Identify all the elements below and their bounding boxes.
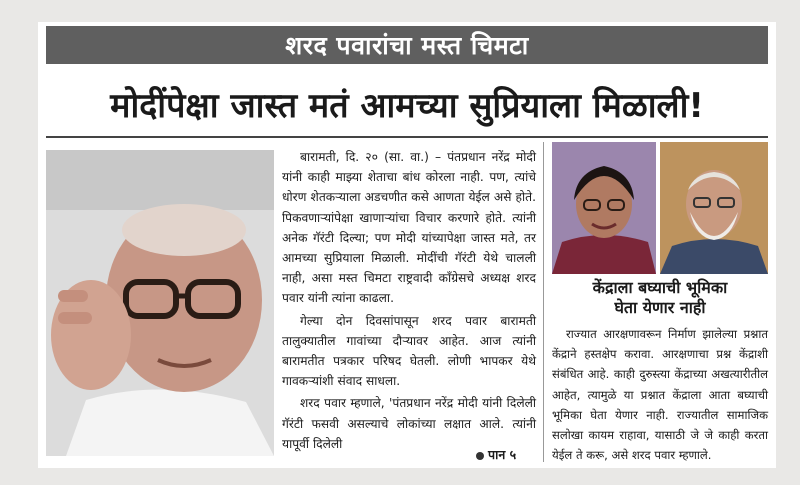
divider	[46, 136, 768, 138]
continued-on-page	[476, 446, 516, 463]
article-body	[282, 147, 536, 459]
photo-narendra-modi	[660, 142, 768, 274]
sidebar-paragraph: राज्यात आरक्षणावरून निर्माण झालेल्या प्रश्नात केंद्राने हस्तक्षेप करावा. आरक्षणाचा प्रश्न केंद्राशी संबंधित आहे. काही दुरुस्त्या केंद्राच्या अखत्यारीतील आहेत, त्यामुळे या प्रश्नात केंद्राला आता बघ्याची भूमिका घेता येणार नाही. राज्यातील सामाजिक सलोखा कायम राहावा, यासाठी जे जे काही करता येईल ते करू, असे शरद पवार म्हणाले.	[552, 327, 768, 463]
continued-label: पान ५	[488, 447, 517, 462]
banner-title: शरद पवारांचा मस्त चिमटा	[46, 26, 768, 64]
sidebar-body	[552, 324, 768, 464]
sidebar-subheading	[550, 278, 770, 318]
newspaper-clipping	[38, 22, 776, 468]
sidebar-subheading-line: केंद्राला बघ्याची भूमिका	[592, 278, 728, 297]
article-paragraph: गेल्या दोन दिवसांपासून शरद पवार बारामती तालुक्यातील गावांच्या दौऱ्यावर आहेत. आज त्यांनी बारामतीत पत्रकार परिषद घेतली. लोणी भापकर येथे गावकऱ्यांशी संवाद साधला.	[282, 313, 536, 389]
bullet-icon	[476, 452, 484, 460]
article-paragraph: बारामती, दि. २० (सा. वा.) – पंतप्रधान नरेंद्र मोदी यांनी काही माझ्या शेताचा बांध कोरला नाही. पण, त्यांचे धोरण शेतकऱ्याला अडचणीत कसे आणता येईल असे होते. पिकवणाऱ्यांपेक्षा खाणाऱ्यांचा विचार करणारे होते. त्यांनी अनेक गॅरंटी दिल्या; पण मोदी यांच्यापेक्षा जास्त मते, तर आमच्या सुप्रियाला मिळाली. मोदींची गॅरंटी येथे चालली नाही, असा मस्त चिमटा राष्ट्रवादी काँग्रेसचे अध्यक्ष शरद पवार यांनी त्यांना काढला.	[282, 150, 536, 306]
headline: मोदींपेक्षा जास्त मतं आमच्या सुप्रियाला मिळाली!	[110, 86, 704, 126]
article-paragraph: शरद पवार म्हणाले, 'पंतप्रधान नरेंद्र मोदी यांनी दिलेली गॅरंटी फसवी असल्याचे लोकांच्या लक्षात आले. त्यांनी यापूर्वी दिलेली	[282, 396, 536, 451]
photo-sharad-pawar	[46, 150, 274, 456]
column-divider	[543, 142, 544, 462]
sidebar-subheading-line: घेता येणार नाही	[614, 298, 706, 317]
photo-supriya-sule	[552, 142, 656, 274]
